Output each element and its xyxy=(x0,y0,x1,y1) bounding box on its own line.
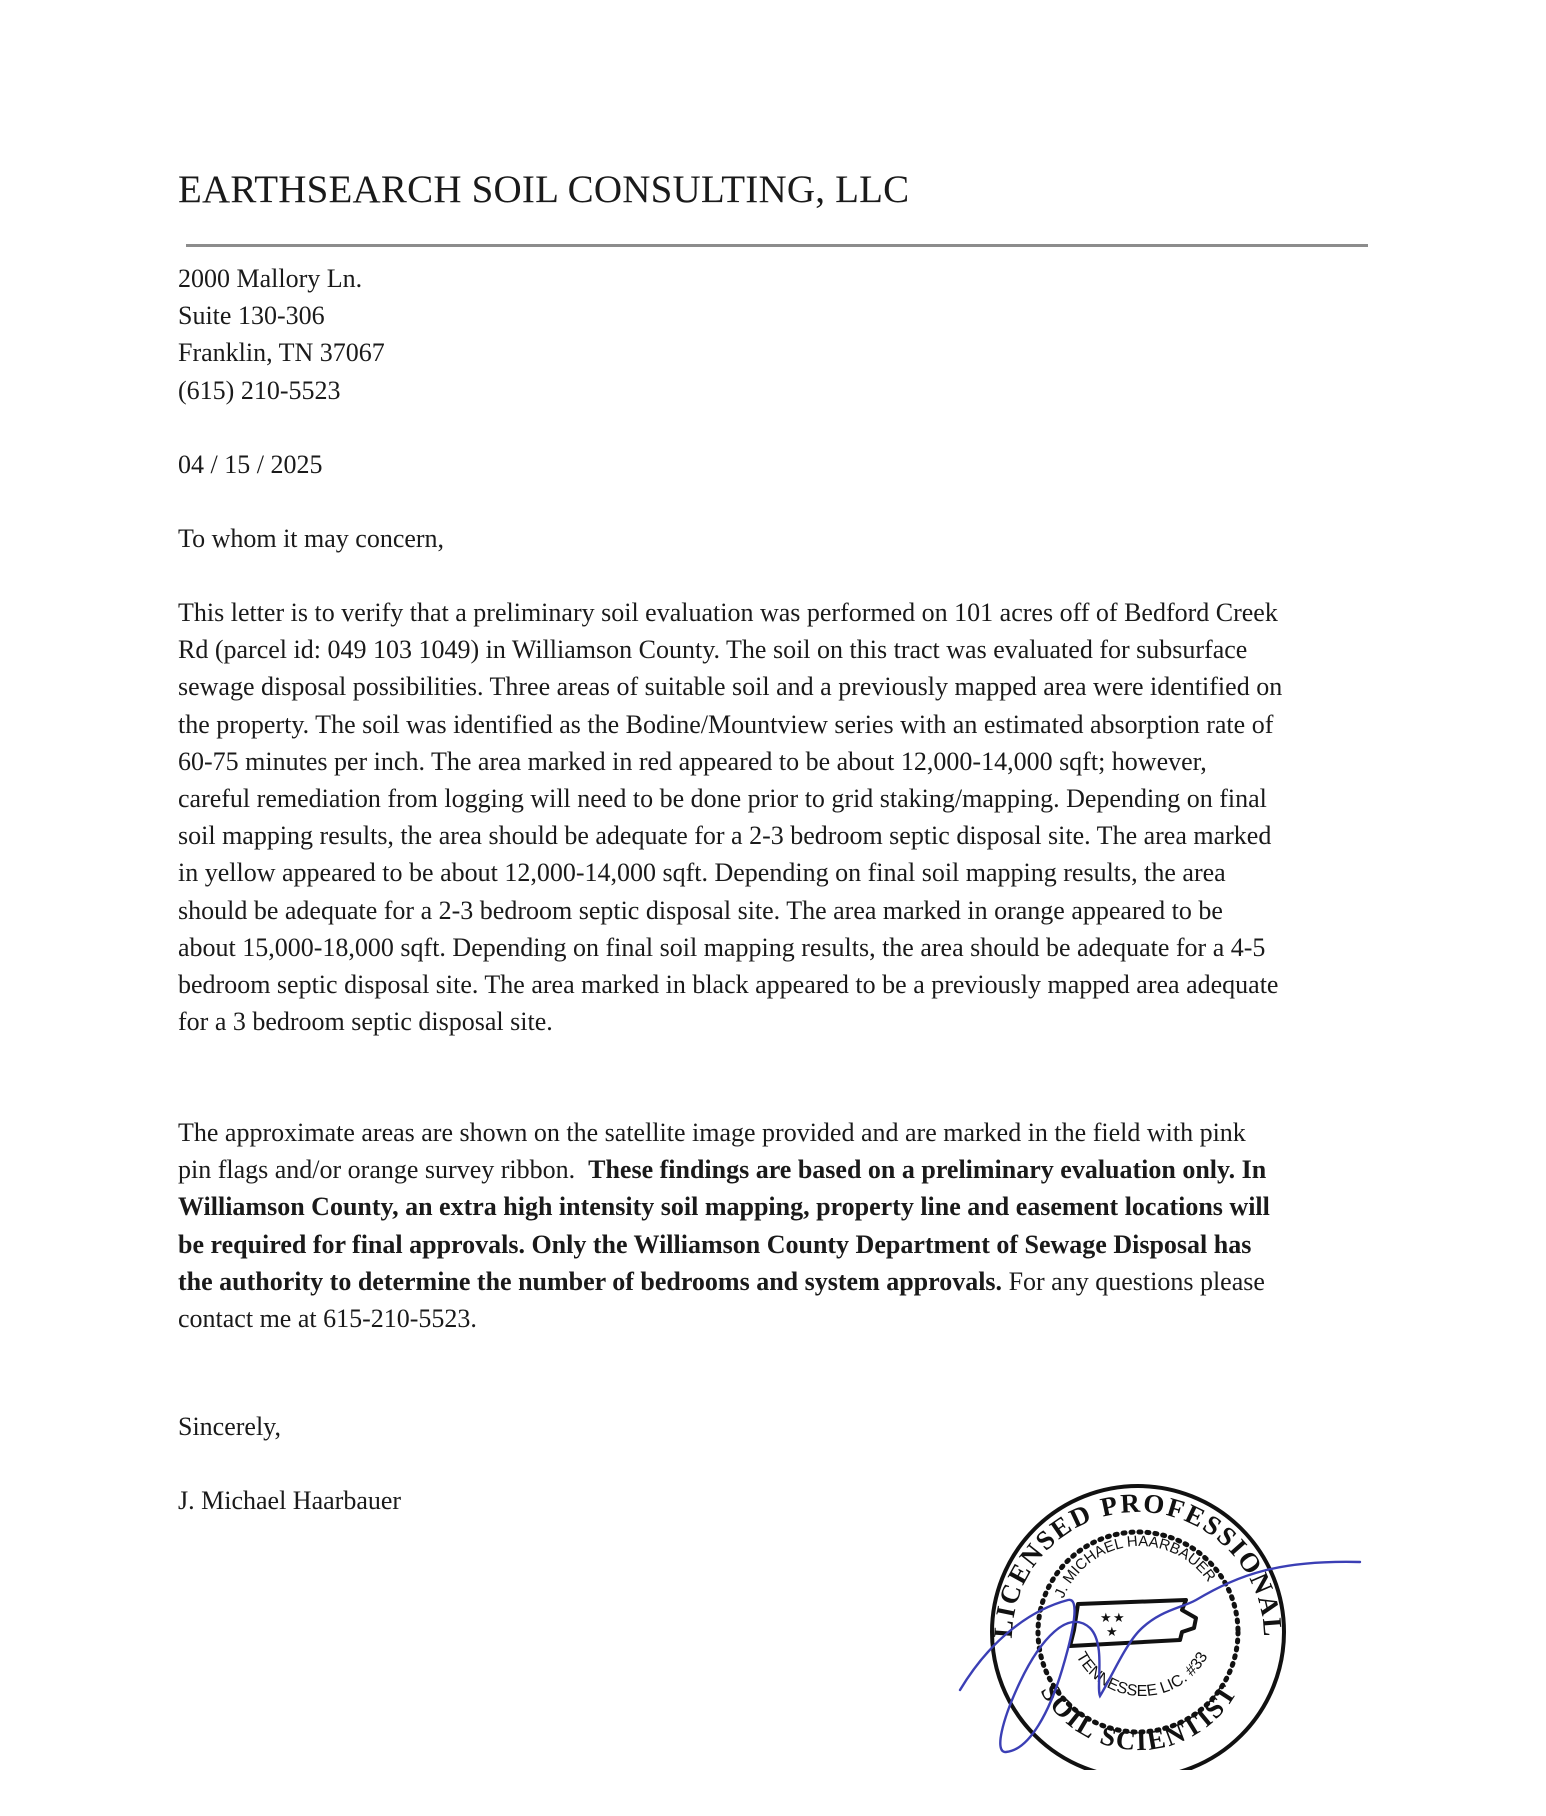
paragraph-line: the property. The soil was identified as the Bodine/Mountview series with an estimated absorption rate of xyxy=(178,709,1274,739)
paragraph-line: should be adequate for a 2-3 bedroom septic disposal site. The area marked in orange appeared to be xyxy=(178,895,1223,925)
signer-name: J. Michael Haarbauer xyxy=(178,1486,402,1515)
bold-disclaimer-text: the authority to determine the number of bedrooms and system approvals. xyxy=(178,1266,1003,1296)
header-divider xyxy=(186,244,1368,247)
address-line: Franklin, TN 37067 xyxy=(178,338,385,368)
paragraph-line: for a 3 bedroom septic disposal site. xyxy=(178,1007,553,1037)
svg-text:LICENSED PROFESSIONAL xyxy=(988,1488,1289,1639)
paragraph-line: Rd (parcel id: 049 103 1049) in Williamson County. The soil on this tract was evaluated for subsurface xyxy=(178,635,1248,665)
company-name: EARTHSEARCH SOIL CONSULTING, LLC xyxy=(178,168,910,211)
seal-name-text: J. MICHAEL HAARBAUER xyxy=(1051,1532,1219,1601)
paragraph-line: The approximate areas are shown on the satellite image provided and are marked in the field with pink xyxy=(178,1118,1246,1147)
plain-text: pin flags and/or orange survey ribbon. xyxy=(178,1155,589,1185)
closing: Sincerely, xyxy=(178,1412,281,1441)
address-line: Suite 130-306 xyxy=(178,301,325,331)
contact-line: contact me at 615-210-5523. xyxy=(178,1304,477,1334)
svg-text:★: ★ xyxy=(1106,1625,1118,1640)
paragraph-line xyxy=(178,1263,1378,1300)
salutation: To whom it may concern, xyxy=(178,524,445,553)
bold-disclaimer-line: Williamson County, an extra high intensity soil mapping, property line and easement locations will xyxy=(178,1192,1270,1222)
paragraph-line: bedroom septic disposal site. The area marked in black appeared to be a previously mapped area adequate xyxy=(178,970,1279,1000)
paragraph-line: sewage disposal possibilities. Three areas of suitable soil and a previously mapped area were identified on xyxy=(178,672,1283,702)
seal-bottom-text: SOIL SCIENTIST xyxy=(1034,1677,1244,1757)
phone-number: (615) 210-5523 xyxy=(178,375,341,405)
paragraph-line: soil mapping results, the area should be adequate for a 2-3 bedroom septic disposal site. The area marked xyxy=(178,821,1272,851)
svg-text:TENNESSEE LIC. #33 xyxy=(1073,1649,1212,1700)
svg-text:J. MICHAEL HAARBAUER xyxy=(1051,1533,1219,1601)
seal-stamp xyxy=(988,1486,1289,1770)
address-line: 2000 Mallory Ln. xyxy=(178,264,363,293)
seal-license-text: TENNESSEE LIC. #33 xyxy=(1072,1649,1212,1701)
body-paragraph-1 xyxy=(178,594,1378,1040)
letter-date: 04 / 15 / 2025 xyxy=(178,450,323,479)
plain-text: For any questions please xyxy=(1002,1266,1265,1296)
professional-seal xyxy=(950,1450,1370,1770)
paragraph-line: in yellow appeared to be about 12,000-14,000 sqft. Depending on final soil mapping results, the area xyxy=(178,858,1226,888)
paragraph-line: careful remediation from logging will need to be done prior to grid staking/mapping. Depending on final xyxy=(178,784,1267,814)
svg-text:★: ★ xyxy=(1113,1611,1125,1626)
body-paragraph-2 xyxy=(178,1114,1378,1337)
paragraph-line xyxy=(178,1151,1378,1188)
paragraph-line: This letter is to verify that a preliminary soil evaluation was performed on 101 acres off of Bedford Creek xyxy=(178,598,1278,627)
paragraph-line: about 15,000-18,000 sqft. Depending on final soil mapping results, the area should be adequate for a 4-5 xyxy=(178,932,1266,962)
bold-disclaimer-line: be required for final approvals. Only the Williamson County Department of Sewage Disposal has xyxy=(178,1229,1252,1259)
company-address xyxy=(178,260,385,409)
bold-disclaimer-text: These findings are based on a preliminary evaluation only. In xyxy=(588,1155,1267,1185)
svg-text:★: ★ xyxy=(1100,1611,1112,1626)
paragraph-line: 60-75 minutes per inch. The area marked in red appeared to be about 12,000-14,000 sqft; however, xyxy=(178,746,1207,776)
seal-top-text: LICENSED PROFESSIONAL xyxy=(987,1487,1289,1640)
